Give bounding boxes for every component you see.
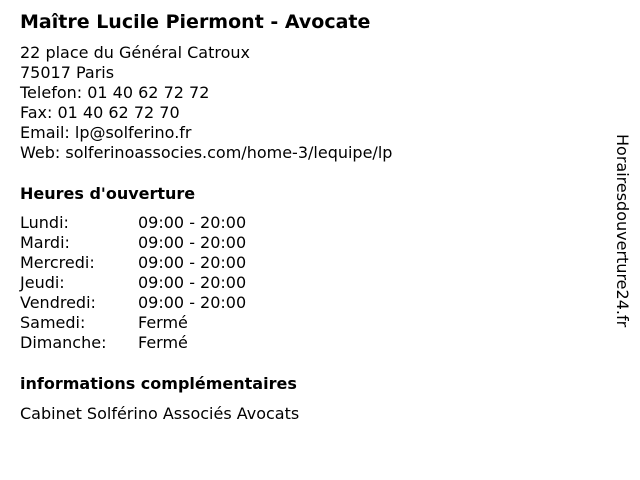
hours-row-wednesday (20, 253, 246, 273)
hours-row-thursday (20, 273, 246, 293)
hours-day-label: Lundi: (20, 213, 69, 232)
hours-time-value: 09:00 - 20:00 (138, 273, 247, 292)
hours-time-value: 09:00 - 20:00 (138, 293, 247, 312)
hours-time-value: 09:00 - 20:00 (138, 213, 247, 232)
hours-row-saturday (20, 313, 246, 333)
address-line-city: 75017 Paris (20, 63, 115, 82)
hours-day-label: Samedi: (20, 313, 86, 332)
contact-block (20, 43, 392, 163)
hours-table (20, 213, 246, 353)
hours-day-label: Jeudi: (20, 273, 65, 292)
hours-row-monday (20, 213, 246, 233)
hours-time-value: Fermé (138, 313, 188, 332)
hours-time-value: 09:00 - 20:00 (138, 233, 247, 252)
hours-row-sunday (20, 333, 246, 353)
phone-line: Telefon: 01 40 62 72 72 (20, 83, 210, 102)
fax-line: Fax: 01 40 62 72 70 (20, 103, 180, 122)
email-line: Email: lp@solferino.fr (20, 123, 192, 142)
info-text: Cabinet Solférino Associés Avocats (20, 404, 300, 423)
hours-day-label: Vendredi: (20, 293, 96, 312)
hours-row-tuesday (20, 233, 246, 253)
hours-heading: Heures d'ouverture (20, 184, 196, 203)
business-title: Maître Lucile Piermont - Avocate (20, 11, 371, 33)
hours-row-friday (20, 293, 246, 313)
hours-day-label: Dimanche: (20, 333, 107, 352)
hours-time-value: 09:00 - 20:00 (138, 253, 247, 272)
hours-day-label: Mercredi: (20, 253, 95, 272)
web-line: Web: solferinoassocies.com/home-3/lequipe/lp (20, 143, 393, 162)
address-line-street: 22 place du Général Catroux (20, 43, 250, 62)
hours-day-label: Mardi: (20, 233, 70, 252)
site-watermark: Horairesdouverture24.fr (613, 134, 632, 328)
hours-time-value: Fermé (138, 333, 188, 352)
info-heading: informations complémentaires (20, 374, 297, 393)
